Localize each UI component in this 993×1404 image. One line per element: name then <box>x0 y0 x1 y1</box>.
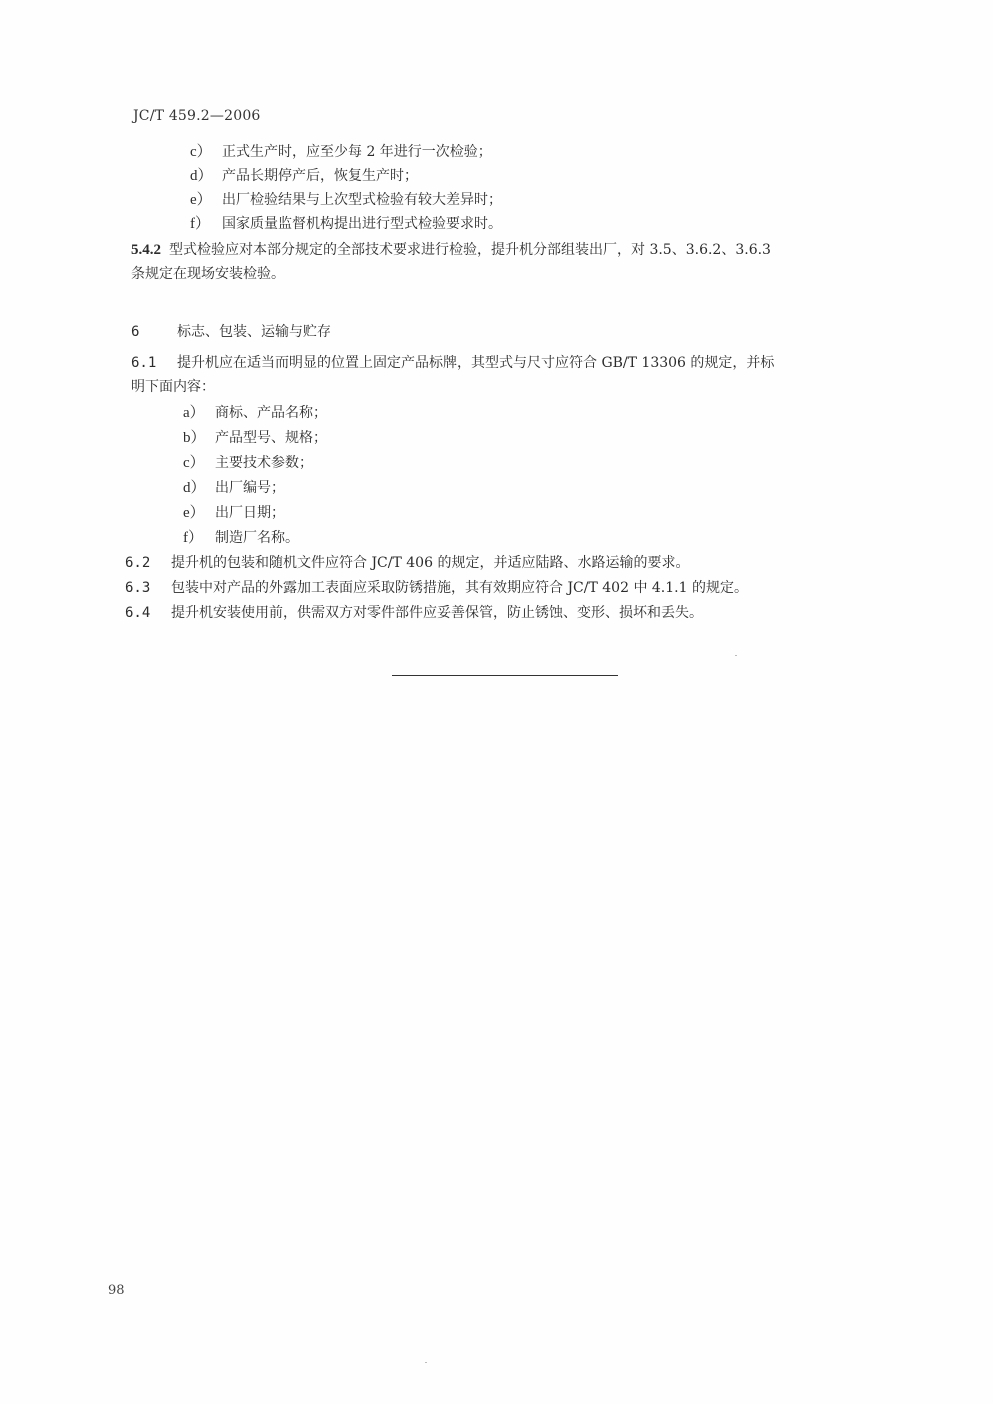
standard-header: JC/T 459.2—2006 <box>133 108 261 124</box>
clause-6-1-continuation: 明下面内容： <box>131 379 215 395</box>
list-item-text: 出厂编号； <box>215 480 285 496</box>
clause-6-2 <box>125 553 689 573</box>
list-item-text: 商标、产品名称； <box>215 405 327 421</box>
list-item-letter: f） <box>190 216 210 232</box>
clause-text: 提升机应在适当而明显的位置上固定产品标牌，其型式与尺寸应符合 GB/T 13306 的规定，并标 <box>177 355 775 371</box>
list-item-letter: f） <box>183 530 203 546</box>
clause-number: 6.4 <box>125 605 151 621</box>
list-item-text: 出厂日期； <box>215 505 285 521</box>
section-heading <box>131 322 331 342</box>
list-item-letter: a） <box>183 405 205 421</box>
list-item-text: 正式生产时，应至少每 2 年进行一次检验； <box>222 144 492 160</box>
clause-text: 型式检验应对本部分规定的全部技术要求进行检验，提升机分部组装出厂，对 3.5、3.6.2、3.6.3 <box>169 242 771 258</box>
list-item <box>190 190 502 210</box>
list-item-letter: e） <box>190 192 212 208</box>
clause-5-4-2-continuation: 条规定在现场安装检验。 <box>131 266 285 282</box>
page-number: 98 <box>108 1283 125 1298</box>
clause-6-4 <box>125 603 703 623</box>
list-item-text: 国家质量监督机构提出进行型式检验要求时。 <box>222 216 502 232</box>
list-item-text: 产品型号、规格； <box>215 430 327 446</box>
clause-5-4-2 <box>131 240 771 260</box>
list-item <box>183 428 327 448</box>
list-item <box>183 503 285 523</box>
list-item-text: 主要技术参数； <box>215 455 313 471</box>
list-item <box>183 453 313 473</box>
list-item-text: 制造厂名称。 <box>215 530 299 546</box>
list-item <box>183 478 285 498</box>
list-item-letter: c） <box>183 455 205 471</box>
clause-number: 6.1 <box>131 355 157 371</box>
list-item <box>190 166 418 186</box>
clause-text: 提升机的包装和随机文件应符合 JC/T 406 的规定，并适应陆路、水路运输的要求。 <box>171 555 690 571</box>
section-title: 标志、包装、运输与贮存 <box>177 324 331 340</box>
list-item-letter: d） <box>190 168 213 184</box>
clause-number: 5.4.2 <box>131 242 161 258</box>
clause-6-3 <box>125 578 748 598</box>
list-item <box>190 142 492 162</box>
list-item <box>183 403 327 423</box>
clause-text: 提升机安装使用前，供需双方对零件部件应妥善保管，防止锈蚀、变形、损坏和丢失。 <box>171 605 703 621</box>
end-rule <box>392 675 618 676</box>
clause-number: 6.2 <box>125 555 151 571</box>
list-item-letter: c） <box>190 144 212 160</box>
list-item-text: 产品长期停产后，恢复生产时； <box>222 168 418 184</box>
list-item-letter: b） <box>183 430 206 446</box>
list-item <box>183 528 299 548</box>
list-item-text: 出厂检验结果与上次型式检验有较大差异时； <box>222 192 502 208</box>
clause-6-1 <box>131 353 774 373</box>
scan-speck <box>425 1362 427 1363</box>
section-number: 6 <box>131 324 140 340</box>
clause-text: 包装中对产品的外露加工表面应采取防锈措施，其有效期应符合 JC/T 402 中 4.1.1 的规定。 <box>171 580 748 596</box>
list-item-letter: d） <box>183 480 206 496</box>
list-item <box>190 214 502 234</box>
clause-number: 6.3 <box>125 580 151 596</box>
list-item-letter: e） <box>183 505 205 521</box>
scan-speck <box>735 655 737 656</box>
